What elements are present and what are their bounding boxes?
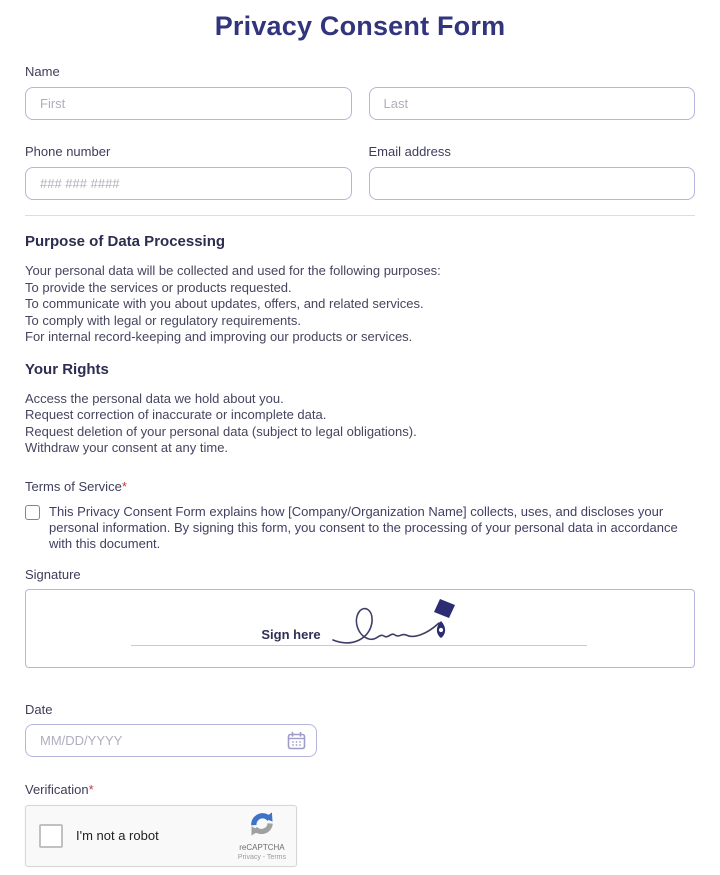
terms-required-asterisk: * [121,478,127,494]
purpose-line: To communicate with you about updates, offers, and related services. [25,296,424,311]
phone-field [25,144,352,200]
rights-line: Withdraw your consent at any time. [25,440,229,455]
email-field [369,144,696,200]
rights-line: Access the personal data we hold about you. [25,390,284,406]
calendar-icon[interactable] [287,731,306,750]
signature-hint-group [26,596,694,659]
date-input[interactable] [25,724,317,757]
phone-label: Phone number [25,144,111,159]
email-input[interactable] [369,167,696,200]
rights-heading: Your Rights [25,360,109,378]
terms-consent-text: This Privacy Consent Form explains how [Company/Organization Name] collects, uses, and discloses your personal information. By signing this form, you consent to the processing of your personal data in accordance with this document. [49,503,678,551]
name-label: Name [25,64,60,79]
date-field [25,724,317,757]
terms-label-text: Terms of Service [25,478,122,494]
terms-checkbox[interactable] [25,505,40,520]
recaptcha-checkbox[interactable] [39,824,63,848]
section-divider [25,215,695,216]
recaptcha-privacy-terms-links[interactable]: Privacy - Terms [237,854,286,861]
phone-email-row [25,144,695,200]
last-name-input[interactable] [369,87,696,120]
verification-label-text: Verification [25,781,89,797]
recaptcha-brand-block [238,810,286,861]
page-title: Privacy Consent Form [214,11,506,41]
purpose-line: Your personal data will be collected and used for the following purposes: [25,263,441,278]
verification-label [25,782,695,798]
verification-required-asterisk: * [88,781,94,797]
recaptcha-widget [25,805,297,867]
sign-here-text: Sign here [261,626,321,642]
signature-squiggle-pen-icon [329,596,459,659]
rights-paragraph [25,391,695,457]
recaptcha-label: I'm not a robot [76,828,159,843]
first-name-input[interactable] [25,87,352,120]
terms-consent-row [25,504,695,552]
signature-pad[interactable] [25,589,695,668]
date-label: Date [25,701,53,717]
purpose-line: To provide the services or products requested. [25,279,292,295]
purpose-heading: Purpose of Data Processing [25,233,226,250]
rights-line: Request correction of inaccurate or incomplete data. [25,407,327,422]
signature-label: Signature [25,566,81,582]
phone-input[interactable] [25,167,352,200]
signature-baseline [131,645,587,646]
rights-line: Request deletion of your personal data (subject to legal obligations). [25,423,417,439]
purpose-line: For internal record-keeping and improving our products or services. [25,329,413,344]
name-inputs-row [25,87,695,120]
email-label: Email address [368,144,451,159]
recaptcha-brand-text: reCAPTCHA [239,843,285,852]
purpose-paragraph [25,263,695,346]
recaptcha-logo-icon [248,810,276,842]
purpose-line: To comply with legal or regulatory requirements. [25,312,302,328]
terms-label [25,479,695,495]
